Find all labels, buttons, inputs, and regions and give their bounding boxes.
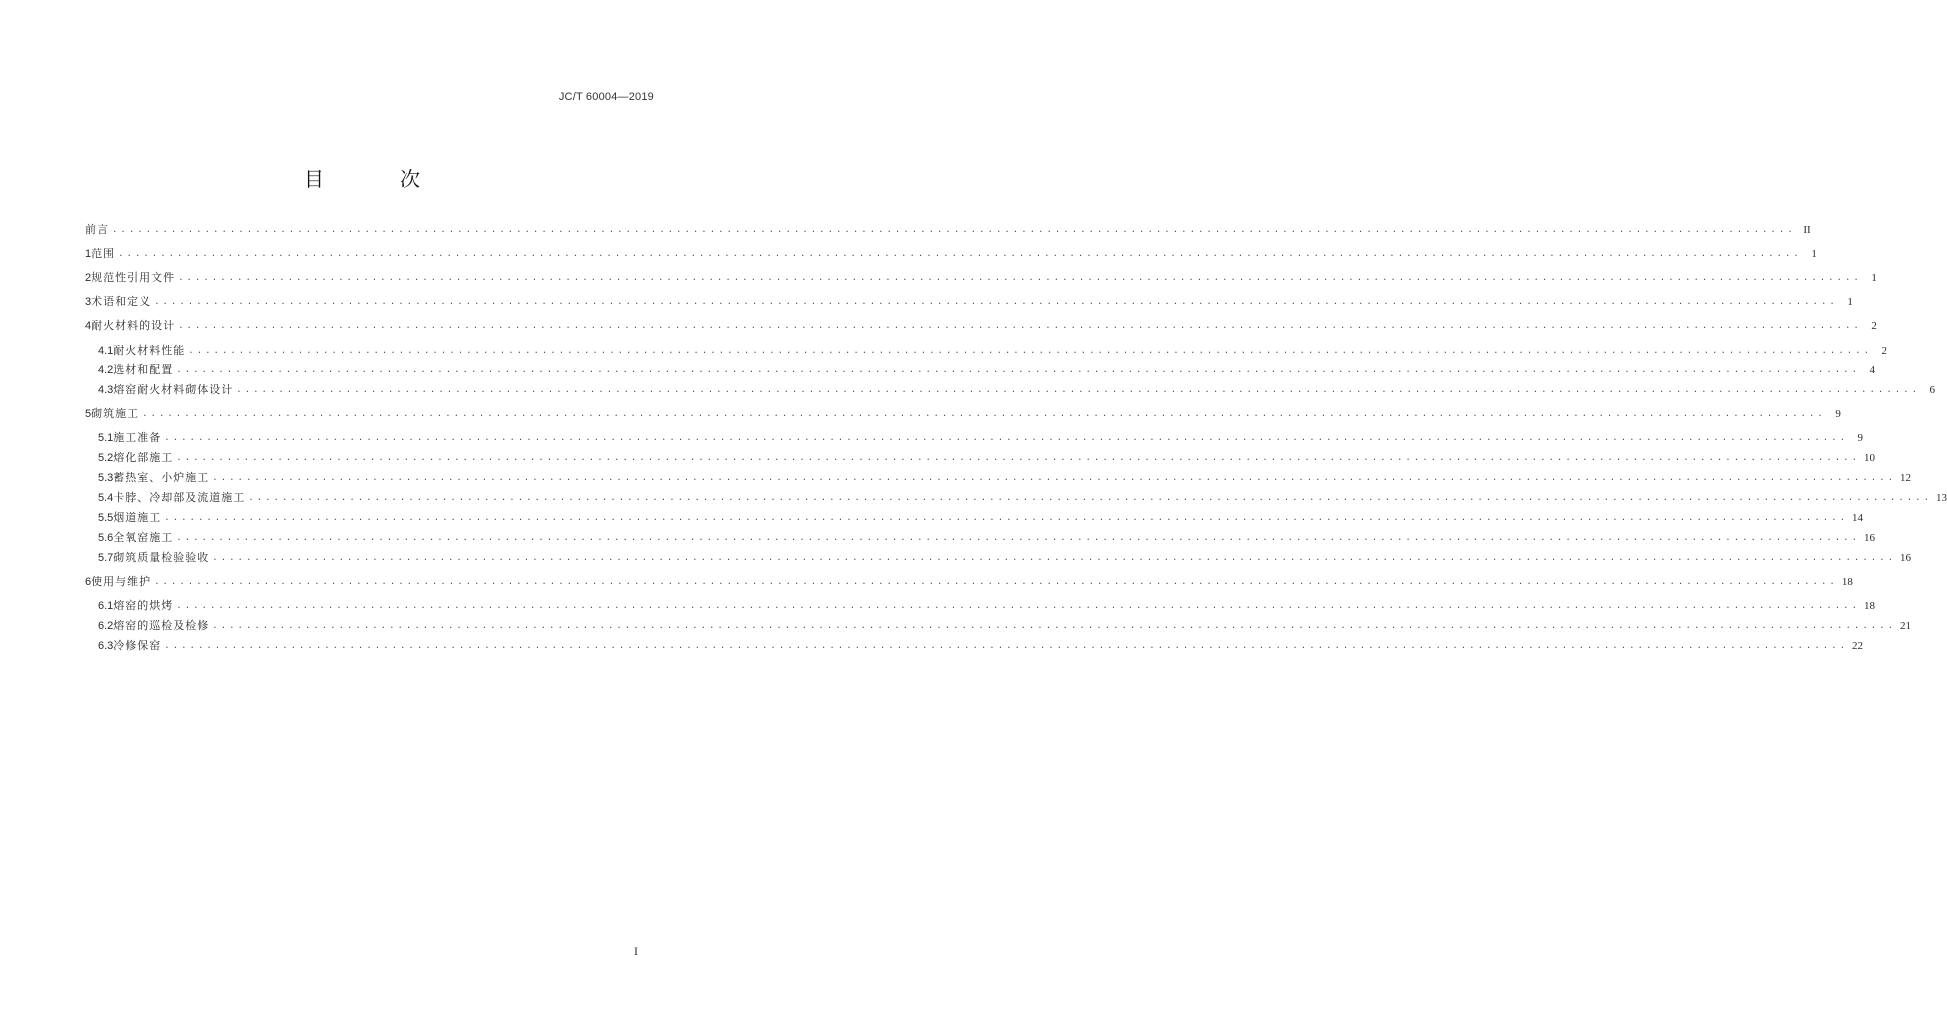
toc-entry-title: 耐火材料性能 [113,344,186,357]
toc-entry-page: 16 [1864,532,1875,544]
dot-leader: ........................................................................................................................................................................................................ [118,249,1802,259]
dot-leader: ........................................................................................................................................................................................................ [164,641,1848,651]
toc-entry [98,637,1863,653]
toc-entry-number: 4.3 [98,384,114,396]
toc-entry-title: 使用与维护 [91,575,152,588]
toc-entry-number: 6.3 [98,640,114,652]
dot-leader: ........................................................................................................................................................................................................ [164,433,1848,443]
toc-entry-number: 5.4 [98,492,114,504]
toc-entry-page: 13 [1936,492,1947,504]
dot-leader: ........................................................................................................................................................................................................ [212,553,1896,563]
toc-entry-page: 12 [1900,472,1911,484]
toc-entry [98,597,1875,613]
toc-entry-number: 5 [85,408,92,420]
toc-entry-number: 4.1 [98,345,114,357]
dot-leader: ........................................................................................................................................................................................................ [212,473,1896,483]
toc-entry-number: 5.7 [98,552,114,564]
dot-leader: ........................................................................................................................................................................................................ [176,365,1860,375]
toc-entry [85,245,1817,261]
toc-entry-page: 21 [1900,620,1911,632]
toc-entry-page: 18 [1841,576,1853,588]
toc-entry [85,317,1877,333]
dot-leader: ........................................................................................................................................................................................................ [188,346,1872,356]
toc-entry [98,489,1947,505]
toc-entry [98,449,1875,465]
toc-entry-number: 2 [85,272,92,284]
toc-entry-page: 2 [1881,345,1887,357]
toc-entry-number: 5.1 [98,432,114,444]
toc-entry-page: 1 [1847,296,1853,308]
toc-entry-number: 4 [85,320,92,332]
dot-leader: ........................................................................................................................................................................................................ [176,453,1860,463]
toc-entry-page: 14 [1852,512,1863,524]
dot-leader: ........................................................................................................................................................................................................ [176,533,1860,543]
toc-entry-title: 熔窑的烘烤 [113,599,174,612]
toc-entry [85,405,1841,421]
dot-leader: ........................................................................................................................................................................................................ [142,409,1826,419]
toc-entry [98,617,1911,633]
toc-entry-title: 冷修保窑 [113,639,162,652]
standard-code: JC/T 60004—2019 [558,91,654,103]
toc-entry [85,293,1853,309]
dot-leader: ........................................................................................................................................................................................................ [212,621,1896,631]
toc-entry-page: 9 [1835,408,1841,420]
dot-leader: ........................................................................................................................................................................................................ [154,577,1838,587]
toc-entry-page: II [1803,224,1811,236]
toc-entry-number: 3 [85,296,92,308]
dot-leader: ........................................................................................................................................................................................................ [248,493,1932,503]
toc-entry-number: 5.6 [98,532,114,544]
toc-entry [85,573,1853,589]
toc-entry-title: 烟道施工 [113,511,162,524]
toc-entry [98,509,1863,525]
toc-entry-number: 5.3 [98,472,114,484]
toc-entry [98,381,1935,397]
toc-entry-page: 1 [1871,272,1877,284]
toc-entry-page: 4 [1869,364,1875,376]
toc-entry-page: 18 [1864,600,1875,612]
dot-leader: ........................................................................................................................................................................................................ [178,273,1862,283]
toc-entry-number: 5.5 [98,512,114,524]
toc-entry [98,361,1875,377]
toc-entry-title: 卡脖、冷却部及流道施工 [113,491,246,504]
toc-entry-page: 1 [1811,248,1817,260]
toc-entry-title: 砌筑质量检验验收 [113,551,210,564]
toc-entry-number: 6.1 [98,600,114,612]
toc-entry-title: 砌筑施工 [91,407,140,420]
toc-entry-title: 熔化部施工 [113,451,174,464]
dot-leader: ........................................................................................................................................................................................................ [178,321,1862,331]
toc-entry-title: 蓄热室、小炉施工 [113,471,210,484]
toc-entry [98,342,1887,358]
toc-entry-number: 6.2 [98,620,114,632]
toc-entry [98,469,1911,485]
toc-title: 目 次 [304,167,448,191]
toc-entry-title: 选材和配置 [113,363,174,376]
toc-entry-title: 范围 [91,247,116,260]
dot-leader: ........................................................................................................................................................................................................ [164,513,1848,523]
toc-entry-title: 耐火材料的设计 [91,319,176,332]
dot-leader: ........................................................................................................................................................................................................ [112,225,1796,235]
toc-entry-page: 2 [1871,320,1877,332]
toc-entry [85,221,1811,237]
toc-entry-title: 施工准备 [113,431,162,444]
toc-entry-page: 22 [1852,640,1863,652]
toc-entry [98,429,1863,445]
page-number: I [634,944,638,958]
toc-entry-title: 术语和定义 [91,295,152,308]
dot-leader: ........................................................................................................................................................................................................ [236,385,1920,395]
toc-entry [85,269,1877,285]
dot-leader: ........................................................................................................................................................................................................ [176,601,1860,611]
toc-entry-title: 熔窑耐火材料砌体设计 [113,383,234,396]
toc-entry [98,549,1911,565]
toc-entry-page: 6 [1929,384,1935,396]
toc-entry-page: 9 [1857,432,1863,444]
toc-entry-page: 10 [1864,452,1875,464]
toc-entry-title: 全氧窑施工 [113,531,174,544]
toc-entry-number: 6 [85,576,92,588]
toc-entry-number: 1 [85,248,92,260]
toc-entry-number: 5.2 [98,452,114,464]
toc-entry-page: 16 [1900,552,1911,564]
toc-entry-title: 前言 [85,223,109,236]
toc-entry [98,529,1875,545]
toc-entry-title: 规范性引用文件 [91,271,176,284]
toc-entry-title: 熔窑的巡检及检修 [113,619,210,632]
dot-leader: ........................................................................................................................................................................................................ [154,297,1838,307]
toc-entry-number: 4.2 [98,364,114,376]
